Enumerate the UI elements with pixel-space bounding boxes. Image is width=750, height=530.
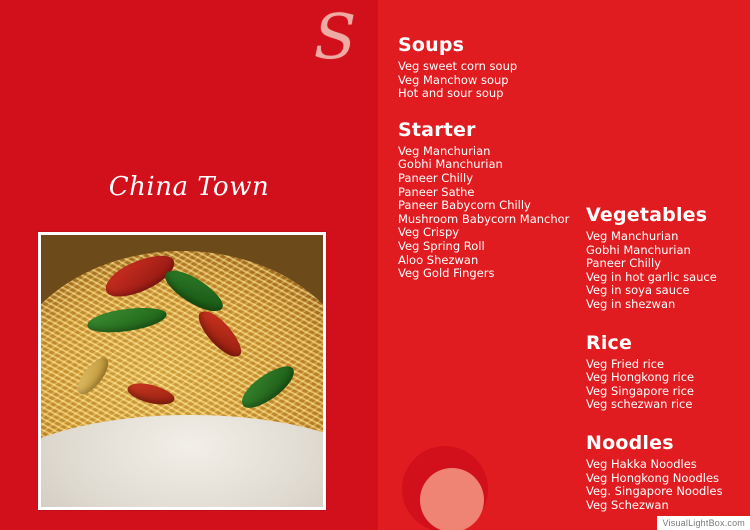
menu-item: Veg in soya sauce bbox=[586, 283, 690, 298]
menu-items-soups bbox=[398, 60, 588, 101]
menu-item: Veg Schezwan bbox=[586, 497, 669, 512]
menu-item: Veg Hongkong rice bbox=[586, 370, 695, 385]
section-title-noodles: Noodles bbox=[586, 431, 674, 454]
menu-item: Veg Spring Roll bbox=[398, 238, 485, 253]
menu-item: Hot and sour soup bbox=[398, 86, 504, 101]
menu-item: Veg. Singapore Noodles bbox=[586, 484, 723, 499]
decorative-circle-inner bbox=[420, 468, 484, 530]
menu-item: Paneer Chilly bbox=[586, 256, 661, 271]
food-photo-frame bbox=[38, 232, 326, 510]
menu-item: Paneer Chilly bbox=[398, 170, 473, 185]
menu-column-right bbox=[586, 204, 750, 526]
menu-item: Veg Hongkong Noodles bbox=[586, 470, 720, 485]
menu-item: Gobhi Manchurian bbox=[586, 242, 691, 257]
menu-item: Veg Manchurian bbox=[586, 229, 679, 243]
bowl-rim bbox=[41, 415, 323, 507]
menu-section-starter bbox=[398, 119, 588, 281]
menu-item: Veg sweet corn soup bbox=[398, 59, 518, 73]
menu-section-vegetables bbox=[586, 204, 750, 312]
menu-item: Paneer Sathe bbox=[398, 184, 475, 199]
watermark-label: VisualLightBox.com bbox=[657, 516, 750, 530]
menu-column-left bbox=[398, 34, 588, 281]
menu-item: Veg schezwan rice bbox=[586, 397, 693, 412]
menu-item: Mushroom Babycorn Manchor bbox=[398, 211, 570, 226]
hakka-noodles-bowl-photo bbox=[41, 235, 323, 507]
monogram-logo: S bbox=[313, 0, 357, 73]
menu-section-noodles bbox=[586, 432, 750, 512]
menu-section-soups bbox=[398, 34, 588, 101]
menu-items-noodles bbox=[586, 458, 750, 512]
menu-items-starter bbox=[398, 145, 588, 281]
menu-items-rice bbox=[586, 358, 750, 412]
menu-item: Aloo Shezwan bbox=[398, 252, 479, 267]
section-title-vegetables: Vegetables bbox=[586, 204, 708, 226]
section-title-rice: Rice bbox=[586, 331, 633, 354]
menu-item: Veg in shezwan bbox=[586, 296, 676, 311]
section-title-starter: Starter bbox=[398, 118, 476, 141]
restaurant-name: China Town bbox=[108, 172, 270, 202]
menu-item: Veg Crispy bbox=[398, 225, 460, 240]
menu-item: Veg Fried rice bbox=[586, 356, 665, 371]
menu-item: Veg Manchow soup bbox=[398, 72, 509, 87]
menu-item: Veg Singapore rice bbox=[586, 383, 694, 398]
menu-item: Gobhi Manchurian bbox=[398, 157, 503, 172]
menu-section-rice bbox=[586, 332, 750, 412]
menu-item: Veg Manchurian bbox=[398, 143, 491, 158]
menu-item: Paneer Babycorn Chilly bbox=[398, 198, 531, 213]
menu-item: Veg Hakka Noodles bbox=[586, 456, 697, 471]
menu-item: Veg Gold Fingers bbox=[398, 266, 495, 281]
menu-item: Veg in hot garlic sauce bbox=[586, 269, 717, 284]
menu-items-vegetables bbox=[586, 230, 750, 312]
section-title-soups: Soups bbox=[398, 34, 465, 56]
